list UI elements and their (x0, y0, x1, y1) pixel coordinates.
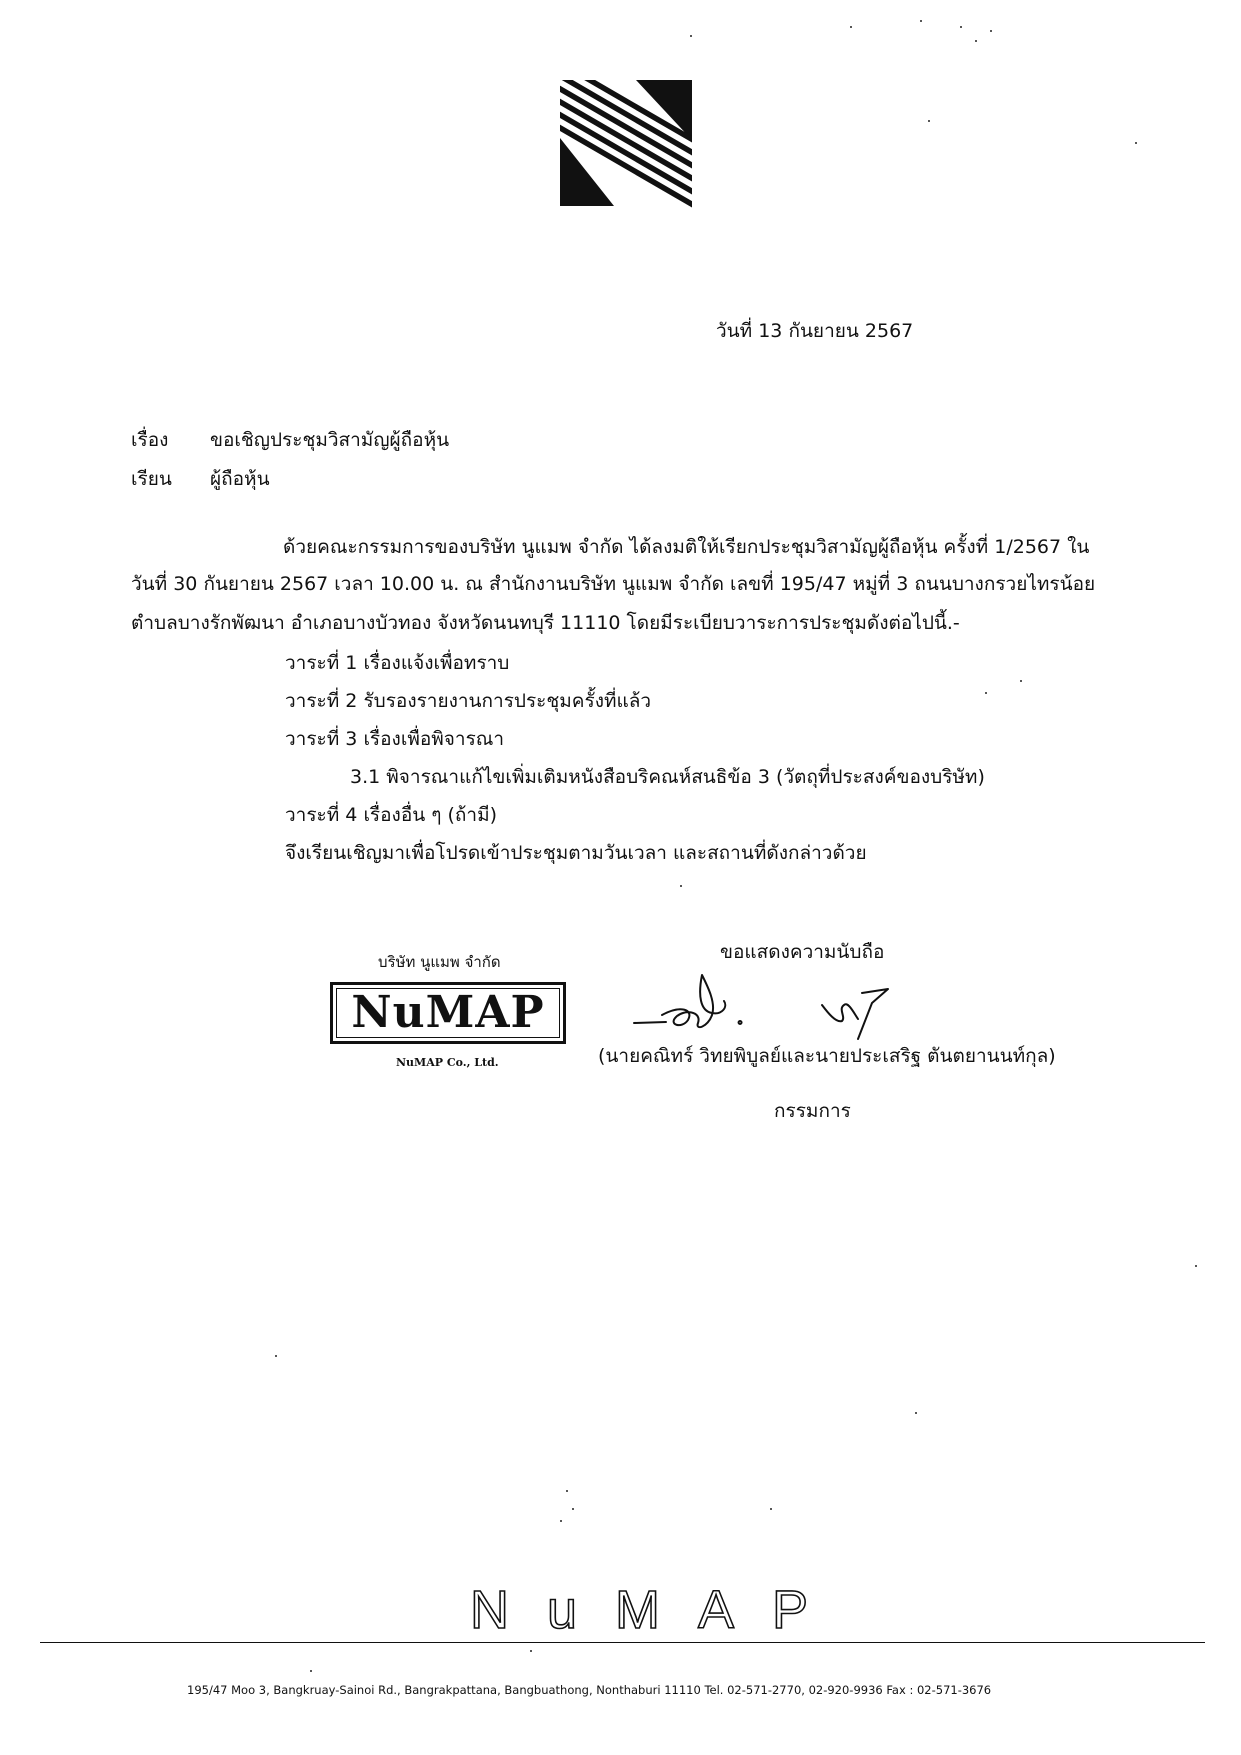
recipient-text: ผู้ถือหุ้น (210, 468, 270, 490)
handwritten-signature-icon (632, 965, 922, 1045)
agenda-item: วาระที่ 1 เรื่องแจ้งเพื่อทราบ (285, 652, 510, 674)
recipient-label: เรียน (131, 468, 172, 490)
signer-names: (นายคณิทร์ วิทยพิบูลย์และนายประเสริฐ ตันตยานนท์กุล) (598, 1045, 1056, 1067)
scan-speck (928, 120, 930, 122)
agenda-item: วาระที่ 3 เรื่องเพื่อพิจารณา (285, 728, 505, 750)
body-line-3: ตำบลบางรักพัฒนา อำเภอบางบัวทอง จังหวัดนนทบุรี 11110 โดยมีระเบียบวาระการประชุมดังต่อไปนี้.- (131, 612, 960, 634)
letter-date: วันที่ 13 กันยายน 2567 (716, 320, 914, 342)
stamp-company-en: NuMAP Co., Ltd. (396, 1056, 499, 1069)
closing-sentence: จึงเรียนเชิญมาเพื่อโปรดเข้าประชุมตามวันเวลา และสถานที่ดังกล่าวด้วย (285, 842, 867, 864)
scan-speck (960, 26, 962, 28)
scan-speck (1020, 680, 1022, 682)
scan-speck (690, 35, 692, 37)
scan-speck (566, 1490, 568, 1492)
agenda-item: วาระที่ 4 เรื่องอื่น ๆ (ถ้ามี) (285, 804, 498, 826)
company-stamp (330, 982, 566, 1044)
scan-speck (920, 20, 922, 22)
subject-text: ขอเชิญประชุมวิสามัญผู้ถือหุ้น (210, 429, 450, 451)
scan-speck (1135, 142, 1137, 144)
scan-speck (275, 1355, 277, 1357)
regards-text: ขอแสดงความนับถือ (720, 941, 885, 963)
body-line-1: ด้วยคณะกรรมการของบริษัท นูแมพ จำกัด ได้ลงมติให้เรียกประชุมวิสามัญผู้ถือหุ้น ครั้งที่ 1/2567 ใน (283, 536, 1090, 558)
scan-speck (975, 40, 977, 42)
scan-speck (572, 1508, 574, 1510)
agenda-item: วาระที่ 2 รับรองรายงานการประชุมครั้งที่แล้ว (285, 690, 652, 712)
scan-speck (310, 1670, 312, 1672)
numap-footer-logo-icon (470, 1578, 847, 1640)
scan-speck (985, 692, 987, 694)
scan-speck (530, 1650, 532, 1652)
scan-speck (560, 1520, 562, 1522)
stamp-name: NuMAP (351, 987, 545, 1038)
footer-divider (40, 1642, 1205, 1643)
signer-position: กรรมการ (774, 1100, 851, 1122)
agenda-subitem: 3.1 พิจารณาแก้ไขเพิ่มเติมหนังสือบริคณห์สนธิข้อ 3 (วัตถุที่ประสงค์ของบริษัท) (350, 766, 985, 788)
scan-speck (770, 1508, 772, 1510)
scan-speck (990, 30, 992, 32)
scan-speck (680, 885, 682, 887)
scan-speck (915, 1412, 917, 1414)
footer-address: 195/47 Moo 3, Bangkruay-Sainoi Rd., Bangrakpattana, Bangbuathong, Nonthaburi 11110 Tel. 02-571-2770, 02-920-9936 Fax : 02-571-3676 (187, 1683, 992, 1697)
scan-speck (850, 26, 852, 28)
numap-n-logo-icon (560, 80, 692, 212)
body-line-2: วันที่ 30 กันยายน 2567 เวลา 10.00 น. ณ สำนักงานบริษัท นูแมพ จำกัด เลขที่ 195/47 หมู่ที่ 3 ถนนบางกรวยไทรน้อย (131, 573, 1096, 595)
subject-label: เรื่อง (131, 429, 169, 451)
footer-logo-text: NuMAP (470, 1580, 847, 1640)
stamp-company-thai: บริษัท นูแมพ จำกัด (378, 953, 501, 971)
scan-speck (1195, 1265, 1197, 1267)
